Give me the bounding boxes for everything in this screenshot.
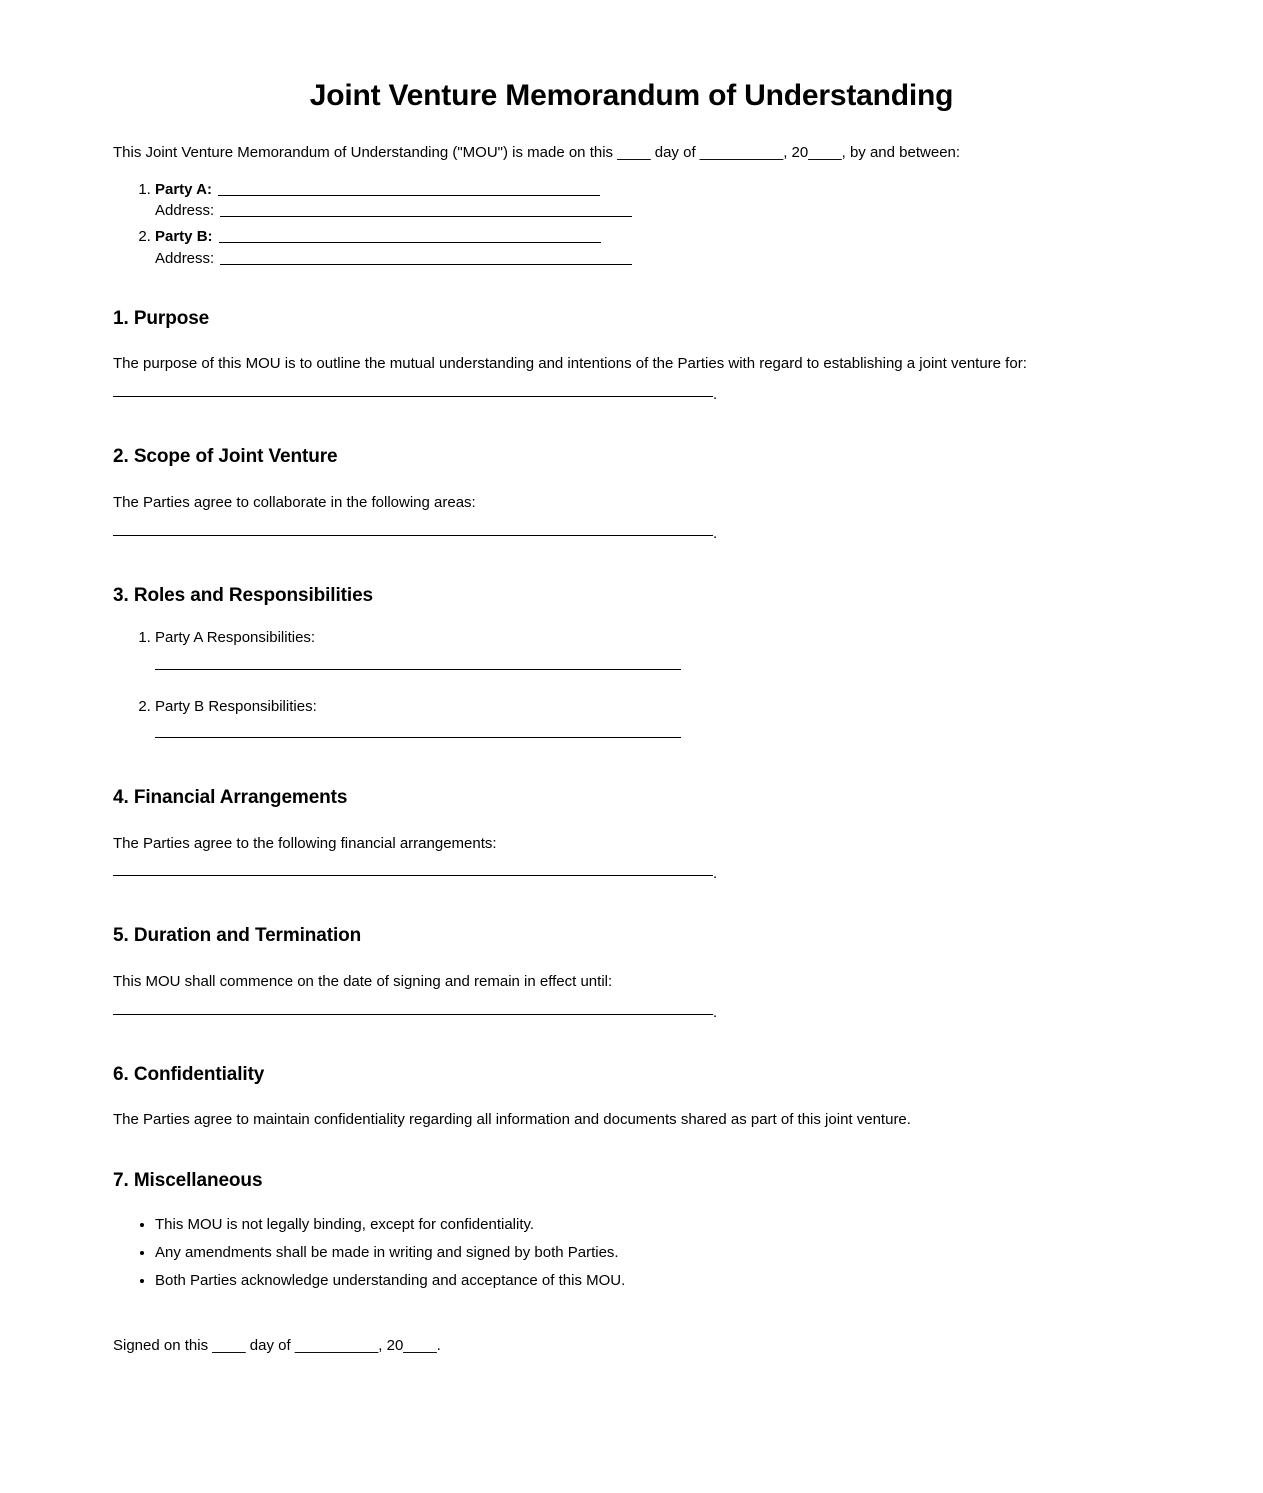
- intro-text-part2: day of: [650, 144, 700, 161]
- party-b-label: Party B:: [155, 228, 213, 246]
- intro-day-blank: ____: [617, 144, 651, 161]
- section-duration: [113, 924, 1143, 1024]
- signature-day-blank: ____: [212, 1336, 246, 1354]
- party-b-address-label: Address:: [155, 249, 215, 267]
- section-heading-scope: 2. Scope of Joint Venture: [113, 446, 338, 468]
- section-text-confidentiality: The Parties agree to maintain confidentiality regarding all information and documents shared as part of this joint venture.: [113, 1111, 911, 1129]
- section-text-purpose: The purpose of this MOU is to outline the mutual understanding and intentions of the Parties with regard to establishing a joint venture for:: [113, 355, 1027, 373]
- purpose-fill-period: .: [713, 386, 718, 404]
- scope-fill-row: [113, 526, 1143, 546]
- section-roles: [113, 584, 1143, 748]
- signature-text-part2: day of: [245, 1336, 295, 1354]
- section-heading-confidentiality: 6. Confidentiality: [113, 1063, 265, 1085]
- financial-fill-period: .: [713, 865, 718, 883]
- section-miscellaneous: [113, 1169, 1143, 1291]
- miscellaneous-list: [113, 1214, 1143, 1291]
- financial-fill-row: [113, 866, 1143, 886]
- signature-text-part3: , 20: [378, 1336, 404, 1354]
- section-heading-miscellaneous: 7. Miscellaneous: [113, 1170, 263, 1192]
- duration-fill-row: [113, 1005, 1143, 1025]
- list-item: [155, 628, 1143, 679]
- list-item: • This MOU is not legally binding, except for confidentiality.: [155, 1214, 1143, 1235]
- scope-fill-period: .: [713, 524, 718, 542]
- intro-text-part3: , 20: [783, 144, 809, 161]
- document-body: [0, 142, 1263, 1357]
- section-heading-purpose: 1. Purpose: [113, 307, 210, 329]
- section-heading-duration: 5. Duration and Termination: [113, 925, 362, 947]
- list-item: [155, 180, 1143, 222]
- party-b-responsibilities-fill-line[interactable]: [155, 737, 681, 738]
- list-item: [155, 697, 1143, 748]
- page-title: Joint Venture Memorandum of Understanding: [309, 79, 954, 112]
- party-b-address-row: [155, 249, 1143, 269]
- signature-text-part1: Signed on this: [113, 1336, 213, 1354]
- section-heading-roles: 3. Roles and Responsibilities: [113, 584, 374, 606]
- party-a-responsibilities-fill-row: [155, 660, 1143, 680]
- intro-month-blank: __________: [699, 144, 784, 161]
- purpose-fill-row: [113, 387, 1143, 407]
- section-purpose: [113, 307, 1143, 407]
- intro-paragraph: [113, 142, 1143, 164]
- section-scope: [113, 445, 1143, 545]
- intro-year-blank: ____: [808, 144, 842, 161]
- section-heading-financial: 4. Financial Arrangements: [113, 786, 348, 808]
- list-item: [155, 227, 1143, 269]
- section-financial: [113, 786, 1143, 886]
- party-b-responsibilities-fill-row: [155, 728, 1143, 748]
- list-item: • Any amendments shall be made in writing and signed by both Parties.: [155, 1242, 1143, 1263]
- intro-text-part1: This Joint Venture Memorandum of Understanding ("MOU") is made on this: [113, 144, 618, 161]
- party-b-responsibilities-label: Party B Responsibilities:: [155, 697, 317, 715]
- party-a-fill-line[interactable]: [218, 195, 600, 196]
- signature-year-blank: ____: [403, 1336, 437, 1354]
- list-item: • Both Parties acknowledge understanding and acceptance of this MOU.: [155, 1270, 1143, 1291]
- section-text-duration: This MOU shall commence on the date of signing and remain in effect until:: [113, 972, 613, 990]
- purpose-fill-line[interactable]: [113, 396, 713, 397]
- section-text-financial: The Parties agree to the following financial arrangements:: [113, 834, 497, 852]
- duration-fill-period: .: [713, 1003, 718, 1021]
- party-a-label: Party A:: [155, 180, 212, 198]
- party-a-responsibilities-label: Party A Responsibilities:: [155, 629, 316, 647]
- party-list: [113, 180, 1143, 269]
- section-confidentiality: [113, 1063, 1143, 1131]
- section-text-scope: The Parties agree to collaborate in the following areas:: [113, 493, 476, 511]
- signature-month-blank: __________: [294, 1336, 379, 1354]
- party-a-address-row: [155, 201, 1143, 221]
- signature-text-part4: .: [436, 1336, 441, 1354]
- scope-fill-line[interactable]: [113, 535, 713, 536]
- party-a-address-label: Address:: [155, 202, 215, 219]
- party-a-address-fill-line[interactable]: [220, 216, 632, 217]
- intro-text-part4: , by and between:: [841, 144, 961, 161]
- duration-fill-line[interactable]: [113, 1014, 713, 1015]
- signature-line: [113, 1335, 1143, 1357]
- roles-list: [113, 628, 1143, 748]
- financial-fill-line[interactable]: [113, 875, 713, 876]
- party-a-responsibilities-fill-line[interactable]: [155, 669, 681, 670]
- party-b-address-fill-line[interactable]: [220, 264, 632, 265]
- party-b-fill-line[interactable]: [219, 242, 601, 243]
